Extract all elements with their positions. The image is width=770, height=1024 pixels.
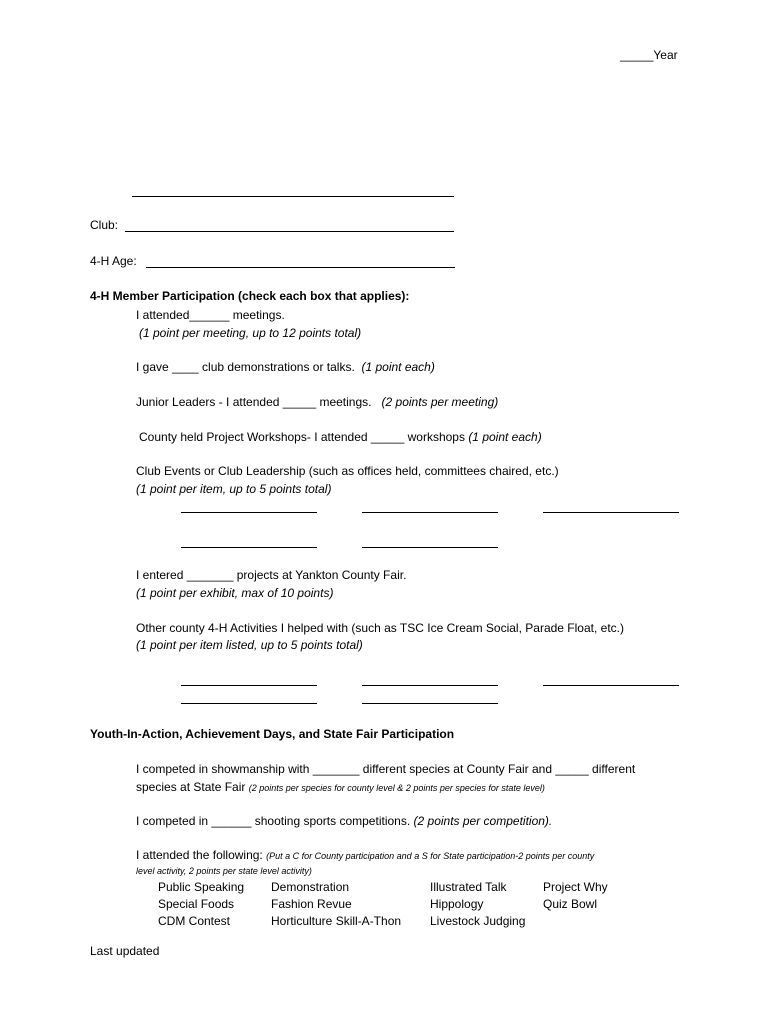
demos-note: (1 point each) bbox=[361, 360, 435, 374]
activity-fashion-revue[interactable]: Fashion Revue bbox=[271, 897, 352, 911]
events-line-3[interactable] bbox=[543, 512, 679, 513]
demos-text[interactable] bbox=[136, 361, 435, 373]
attended-text bbox=[136, 849, 594, 861]
age-label: 4-H Age: bbox=[90, 254, 137, 268]
activity-project-why[interactable]: Project Why bbox=[543, 880, 608, 894]
workshops-text[interactable] bbox=[139, 431, 542, 443]
other-text: Other county 4-H Activities I helped with (such as TSC Ice Cream Social, Parade Float, etc.) bbox=[136, 621, 624, 635]
other-line-4[interactable] bbox=[181, 703, 317, 704]
events-line-5[interactable] bbox=[362, 547, 498, 548]
events-line-2[interactable] bbox=[362, 512, 498, 513]
age-field[interactable] bbox=[146, 267, 455, 268]
showmanship-note: (2 points per species for county level & 2 points per species for state level) bbox=[248, 783, 545, 793]
events-line-4[interactable] bbox=[181, 547, 317, 548]
member-heading: 4-H Member Participation (check each box that applies): bbox=[90, 289, 410, 303]
other-line-2[interactable] bbox=[362, 685, 498, 686]
other-line-3[interactable] bbox=[543, 685, 679, 686]
club-field[interactable] bbox=[125, 231, 454, 232]
events-text: Club Events or Club Leadership (such as offices held, committees chaired, etc.) bbox=[136, 464, 559, 478]
junior-text[interactable] bbox=[136, 396, 498, 408]
showmanship-text[interactable]: I competed in showmanship with _______ different species at County Fair and _____ different bbox=[136, 762, 636, 776]
meetings-note: (1 point per meeting, up to 12 points total) bbox=[139, 326, 362, 340]
junior-label: Junior Leaders - I attended _____ meetings. bbox=[136, 395, 372, 409]
workshops-note: (1 point each) bbox=[468, 430, 542, 444]
activity-cdm-contest[interactable]: CDM Contest bbox=[158, 914, 231, 928]
other-line-1[interactable] bbox=[181, 685, 317, 686]
other-note: (1 point per item listed, up to 5 points total) bbox=[136, 638, 363, 652]
showmanship-text-2 bbox=[136, 781, 545, 793]
shooting-label: I competed in ______ shooting sports competitions. bbox=[136, 814, 411, 828]
events-line-1[interactable] bbox=[181, 512, 317, 513]
fair-note: (1 point per exhibit, max of 10 points) bbox=[136, 586, 334, 600]
shooting-text[interactable] bbox=[136, 815, 552, 827]
meetings-text[interactable]: I attended______ meetings. bbox=[136, 308, 285, 322]
activity-horticulture[interactable]: Horticulture Skill-A-Thon bbox=[271, 914, 402, 928]
workshops-label: County held Project Workshops- I attended _____ workshops bbox=[139, 430, 465, 444]
demos-label: I gave ____ club demonstrations or talks. bbox=[136, 360, 355, 374]
fair-text[interactable]: I entered _______ projects at Yankton County Fair. bbox=[136, 568, 407, 582]
junior-note: (2 points per meeting) bbox=[381, 395, 499, 409]
attended-label: I attended the following: bbox=[136, 848, 263, 862]
activity-special-foods[interactable]: Special Foods bbox=[158, 897, 235, 911]
name-line[interactable] bbox=[132, 196, 454, 197]
shooting-note: (2 points per competition). bbox=[413, 814, 553, 828]
attended-note: (Put a C for County participation and a S for State participation-2 points per county bbox=[266, 851, 595, 861]
attended-note-2: level activity, 2 points per state level activity) bbox=[136, 866, 312, 876]
activity-quiz-bowl[interactable]: Quiz Bowl bbox=[543, 897, 598, 911]
activity-demonstration[interactable]: Demonstration bbox=[271, 880, 350, 894]
year-field[interactable]: _____Year bbox=[620, 48, 678, 62]
last-updated: Last updated bbox=[90, 944, 160, 958]
activity-hippology[interactable]: Hippology bbox=[430, 897, 484, 911]
activity-illustrated-talk[interactable]: Illustrated Talk bbox=[430, 880, 507, 894]
other-line-5[interactable] bbox=[362, 703, 498, 704]
activity-public-speaking[interactable]: Public Speaking bbox=[158, 880, 245, 894]
events-note: (1 point per item, up to 5 points total) bbox=[136, 482, 332, 496]
youth-heading: Youth-In-Action, Achievement Days, and State Fair Participation bbox=[90, 727, 455, 741]
showmanship-label: species at State Fair bbox=[136, 780, 246, 794]
activity-livestock-judging[interactable]: Livestock Judging bbox=[430, 914, 526, 928]
club-label: Club: bbox=[90, 218, 119, 232]
